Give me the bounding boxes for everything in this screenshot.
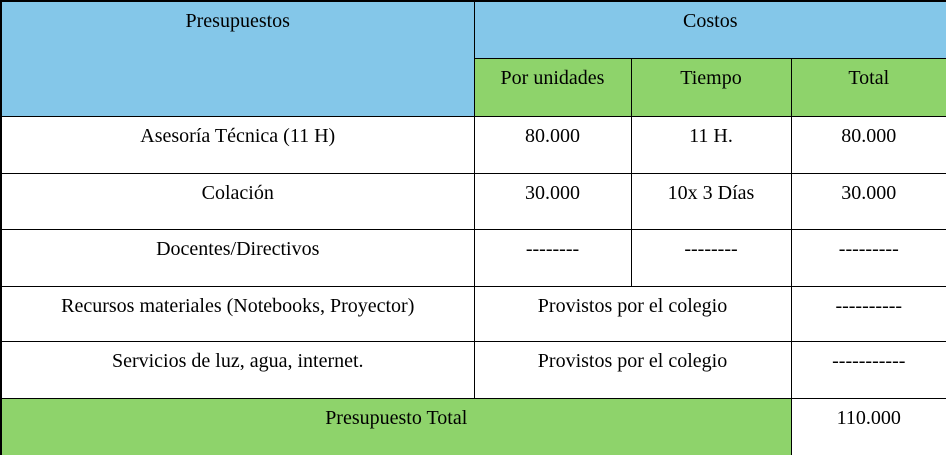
row-label-cell: Recursos materiales (Notebooks, Proyector)	[1, 286, 474, 341]
table-row	[1, 341, 946, 398]
tiempo-cell: 11 H.	[631, 116, 791, 173]
por-unidades-cell: 80.000	[474, 116, 631, 173]
tiempo-cell: --------	[631, 229, 791, 286]
row-label-cell: Asesoría Técnica (11 H)	[1, 116, 474, 173]
row-label-cell: Docentes/Directivos	[1, 229, 474, 286]
table-row	[1, 229, 946, 286]
col-header-tiempo: Tiempo	[631, 58, 791, 116]
footer-total-cell: 110.000	[791, 398, 946, 455]
merged-provided-cell: Provistos por el colegio	[474, 341, 791, 398]
total-cell: 80.000	[791, 116, 946, 173]
row-label-cell: Servicios de luz, agua, internet.	[1, 341, 474, 398]
row-label-cell: Colación	[1, 173, 474, 229]
header-row-main	[1, 1, 946, 58]
table-row	[1, 116, 946, 173]
total-cell: ----------	[791, 286, 946, 341]
tiempo-cell: 10x 3 Días	[631, 173, 791, 229]
total-cell: -----------	[791, 341, 946, 398]
total-cell: ---------	[791, 229, 946, 286]
por-unidades-cell: 30.000	[474, 173, 631, 229]
por-unidades-cell: --------	[474, 229, 631, 286]
footer-row	[1, 398, 946, 455]
total-cell: 30.000	[791, 173, 946, 229]
footer-label-cell: Presupuesto Total	[1, 398, 791, 455]
col-header-total: Total	[791, 58, 946, 116]
header-presupuestos-cell: Presupuestos	[1, 1, 474, 116]
table-row	[1, 286, 946, 341]
merged-provided-cell: Provistos por el colegio	[474, 286, 791, 341]
header-costos-cell: Costos	[474, 1, 946, 58]
col-header-por-unidades: Por unidades	[474, 58, 631, 116]
table-row	[1, 173, 946, 229]
